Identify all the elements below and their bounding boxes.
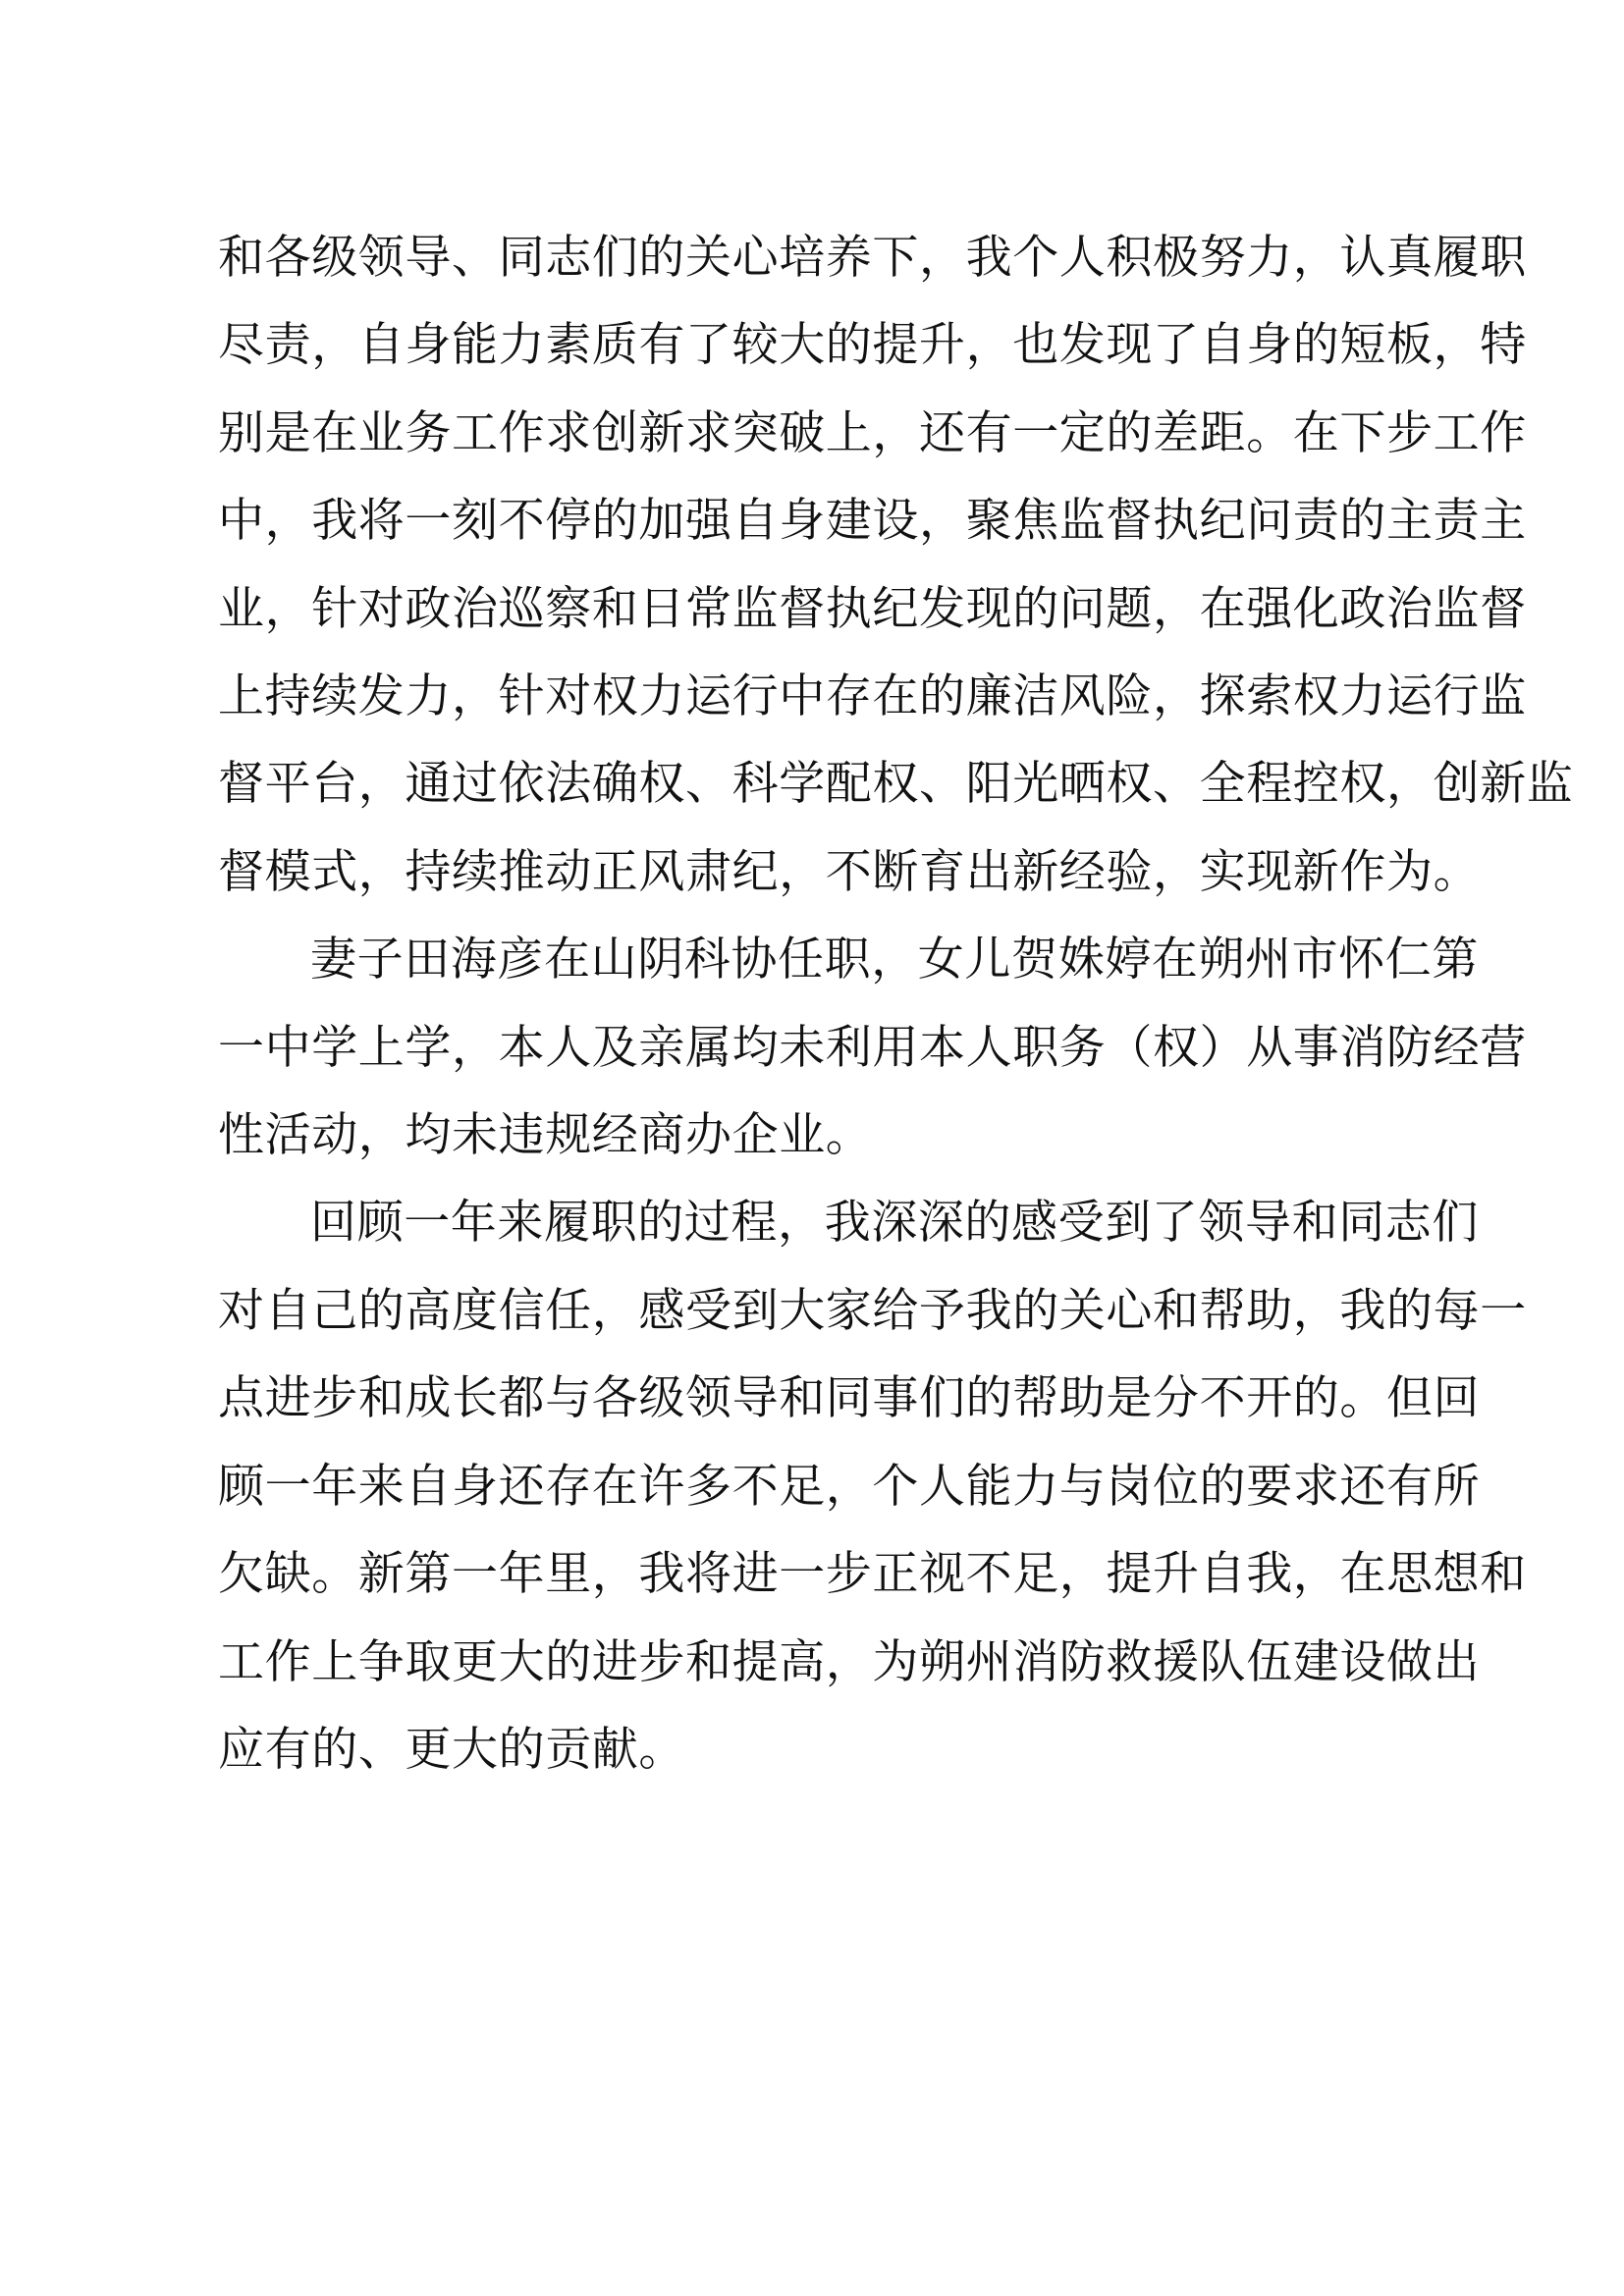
text-line: 欠缺。新第一年里，我将进一步正视不足，提升自我，在思想和 (218, 1547, 1527, 1602)
text-line: 性活动，均未违规经商办企业。 (218, 1108, 873, 1163)
text-line: 妻子田海彦在山阴科协任职，女儿贺姝婷在朔州市怀仁第 (310, 933, 1479, 988)
text-line: 对自己的高度信任，感受到大家给予我的关心和帮助，我的每一 (218, 1283, 1527, 1338)
text-line: 业，针对政治巡察和日常监督执纪发现的问题，在强化政治监督 (218, 581, 1527, 636)
text-line: 一中学上学，本人及亲属均未利用本人职务（权）从事消防经营 (218, 1020, 1527, 1075)
paragraph-review-conclusion (218, 1179, 1527, 1793)
text-line: 和各级领导、同志们的关心培养下，我个人积极努力，认真履职 (218, 231, 1527, 285)
text-line: 点进步和成长都与各级领导和同事们的帮助是分不开的。但回 (218, 1371, 1481, 1426)
text-line: 顾一年来自身还存在许多不足，个人能力与岗位的要求还有所 (218, 1459, 1481, 1514)
text-line: 应有的、更大的贡献。 (218, 1722, 685, 1777)
paragraph-family-declaration (218, 916, 1527, 1179)
paragraph-work-summary (218, 214, 1574, 916)
text-line: 督平台，通过依法确权、科学配权、阳光晒权、全程控权，创新监 (218, 757, 1574, 812)
text-line: 工作上争取更大的进步和提高，为朔州消防救援队伍建设做出 (218, 1634, 1481, 1689)
text-line: 上持续发力，针对权力运行中存在的廉洁风险，探索权力运行监 (218, 669, 1527, 724)
text-line: 督模式，持续推动正风肃纪，不断育出新经验，实现新作为。 (218, 844, 1481, 899)
text-line: 回顾一年来履职的过程，我深深的感受到了领导和同志们 (310, 1196, 1479, 1251)
text-line: 别是在业务工作求创新求突破上，还有一定的差距。在下步工作 (218, 405, 1527, 460)
text-line: 尽责，自身能力素质有了较大的提升，也发现了自身的短板，特 (218, 318, 1527, 373)
text-line: 中，我将一刻不停的加强自身建设，聚焦监督执纪问责的主责主 (218, 494, 1527, 549)
document-body (218, 214, 1574, 1793)
